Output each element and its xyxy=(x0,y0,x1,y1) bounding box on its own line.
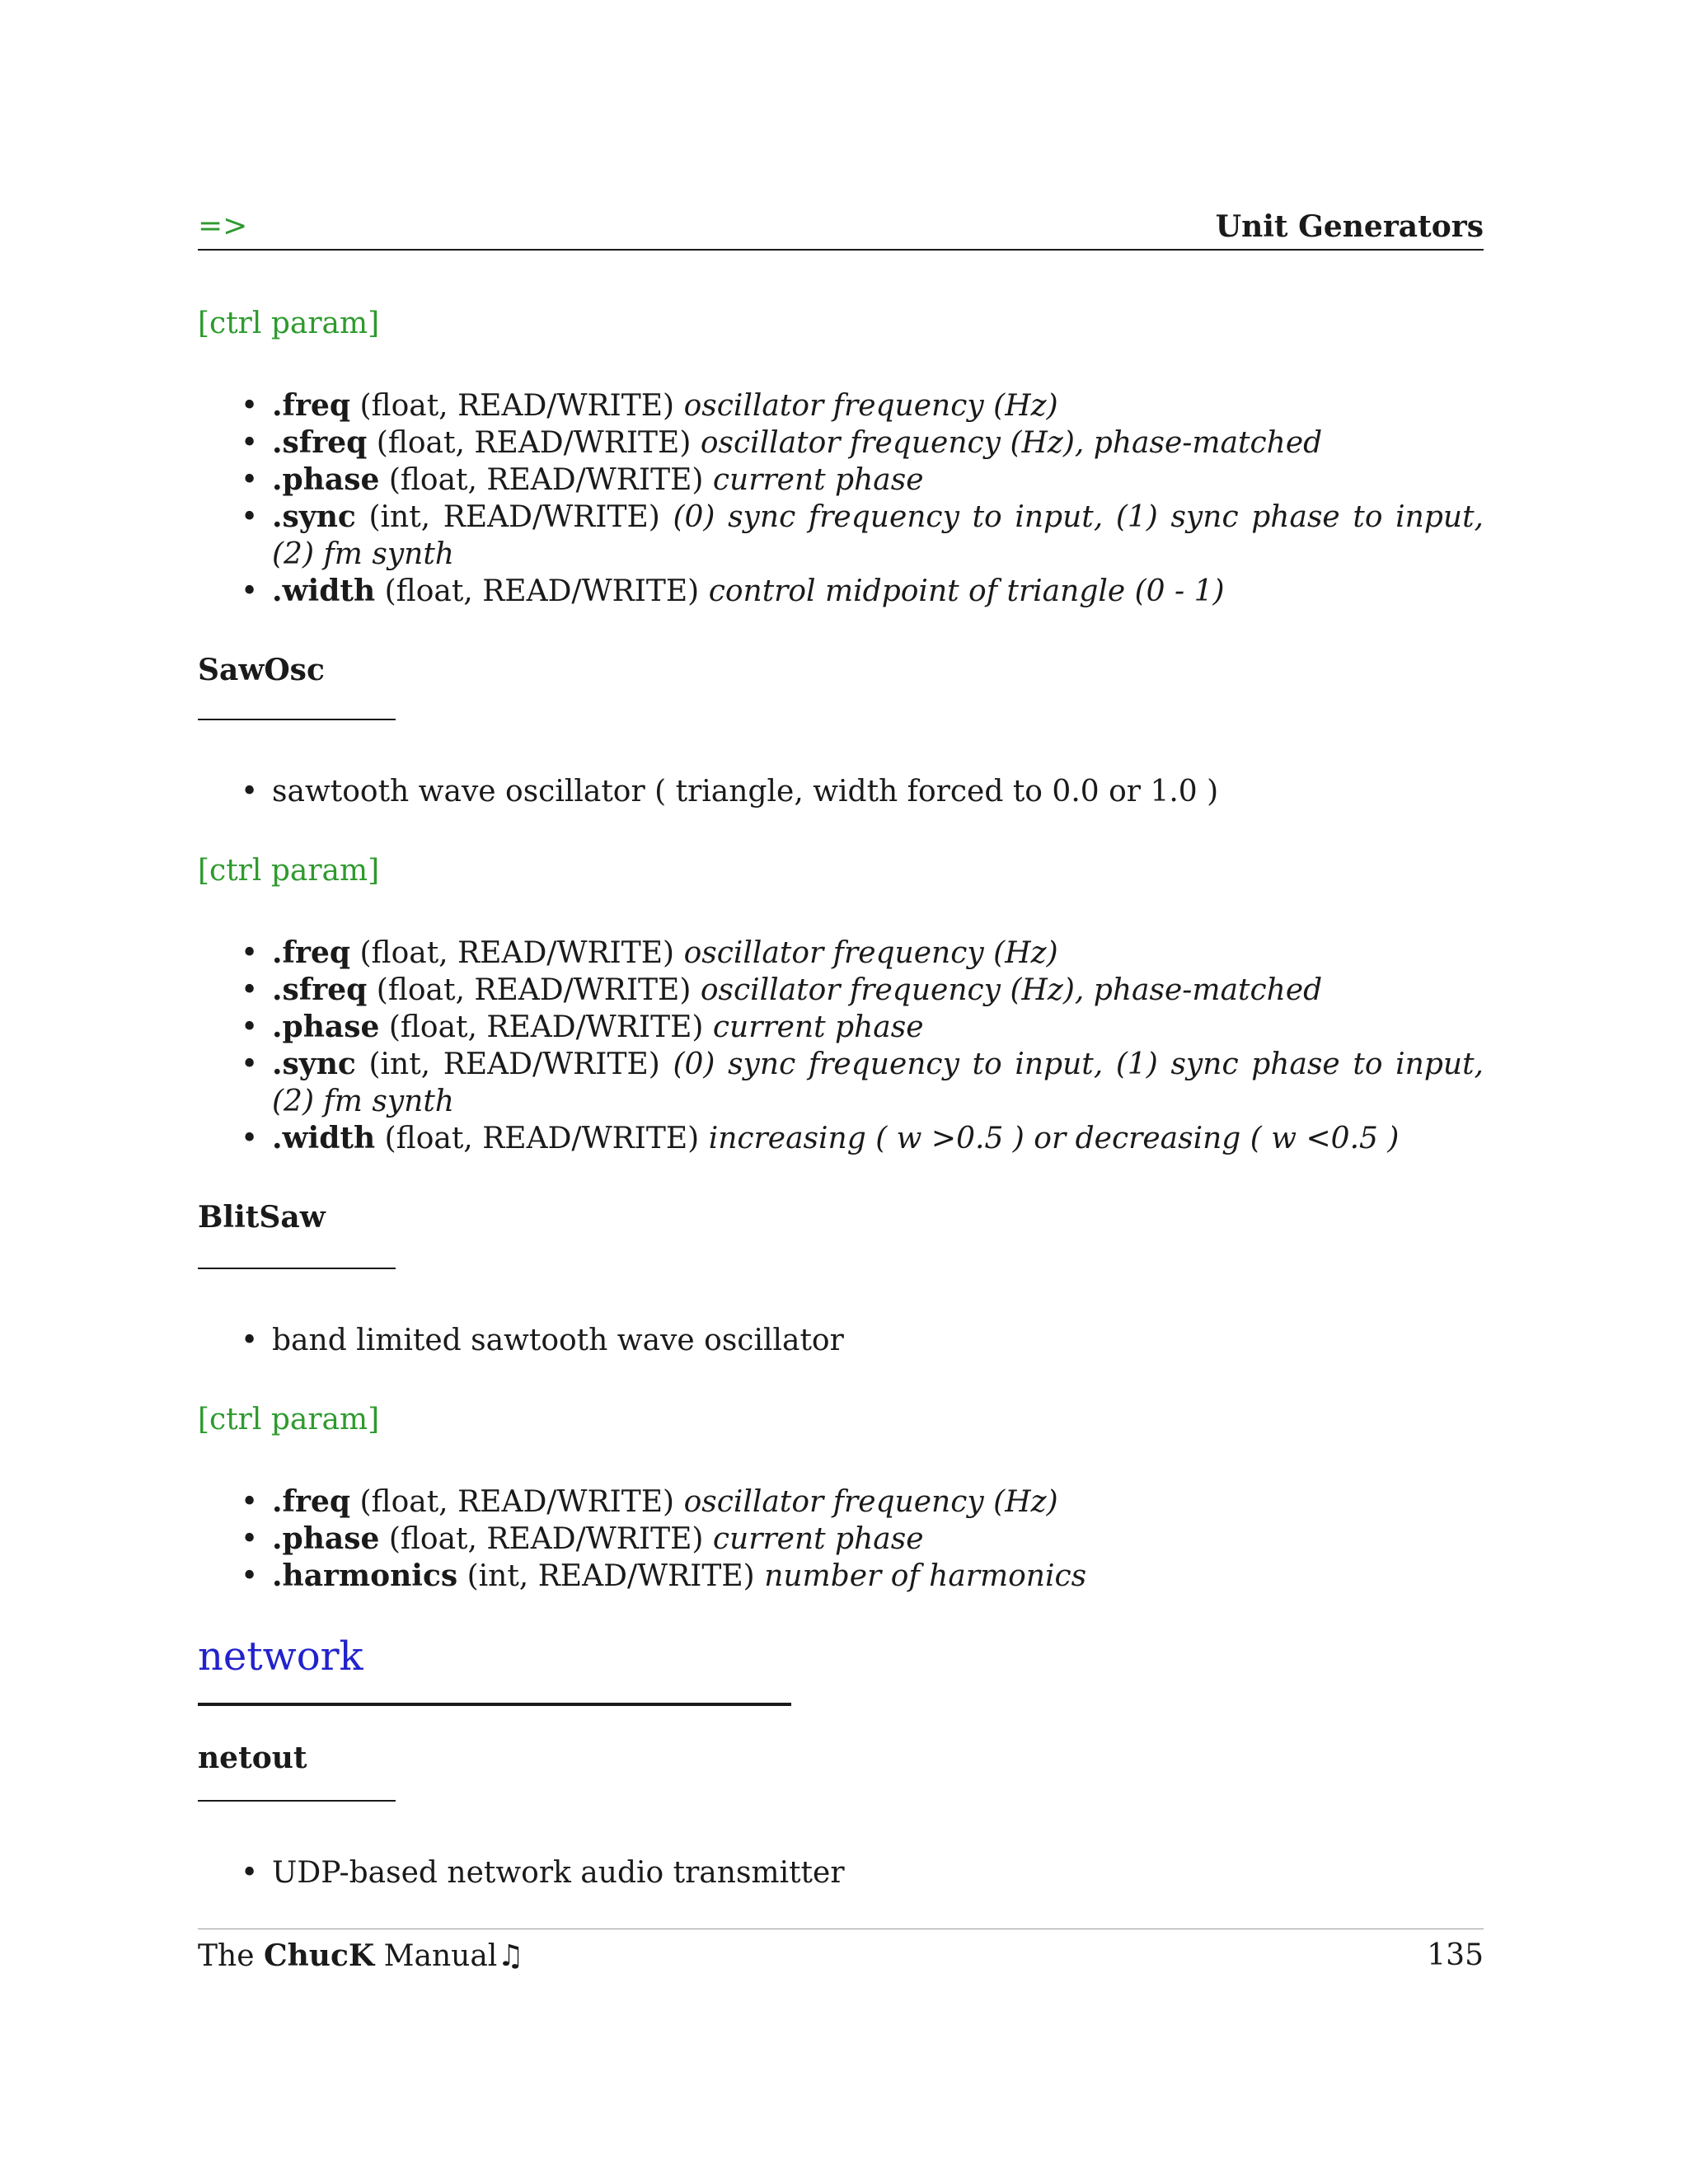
param-desc: control midpoint of triangle (0 - 1) xyxy=(708,574,1225,608)
ctrl-param-label: [ctrl param] xyxy=(198,307,380,340)
param-name: .freq xyxy=(272,1484,351,1519)
param-item xyxy=(272,972,1484,1009)
section-title-network[interactable]: network xyxy=(198,1633,363,1680)
param-name: .harmonics xyxy=(272,1558,458,1593)
param-name: .sfreq xyxy=(272,425,368,460)
param-desc: current phase xyxy=(712,1010,924,1044)
header-arrow-link[interactable]: => xyxy=(198,209,248,243)
footer-title xyxy=(198,1938,524,1973)
netout-description-list xyxy=(272,1854,1484,1891)
param-type: (float, READ/WRITE) xyxy=(388,1010,704,1044)
param-item xyxy=(272,1483,1484,1521)
param-item xyxy=(272,424,1484,462)
param-desc: oscillator frequency (Hz) xyxy=(683,936,1058,970)
param-desc: current phase xyxy=(712,463,924,497)
ugen-description-text: UDP-based network audio transmitter xyxy=(272,1856,845,1890)
triosc-param-list xyxy=(272,387,1484,610)
param-item xyxy=(272,462,1484,499)
blitsaw-param-list xyxy=(272,1483,1484,1595)
ugen-description-text: sawtooth wave oscillator ( triangle, width forced to 0.0 or 1.0 ) xyxy=(272,775,1219,808)
page-header xyxy=(198,206,1484,251)
manual-page xyxy=(198,0,1484,2184)
sawosc-description-list xyxy=(272,773,1484,810)
ugen-title-blitsaw: BlitSaw xyxy=(198,1200,326,1235)
param-type: (float, READ/WRITE) xyxy=(388,1522,704,1556)
sawosc-param-list xyxy=(272,935,1484,1157)
footer-brand: ChucK xyxy=(263,1938,375,1973)
section-divider xyxy=(198,1703,791,1706)
ctrl-param-label: [ctrl param] xyxy=(198,1403,380,1436)
param-desc: number of harmonics xyxy=(764,1559,1087,1593)
ugen-description xyxy=(272,773,1484,810)
param-item xyxy=(272,1521,1484,1558)
param-desc: oscillator frequency (Hz) xyxy=(683,389,1058,423)
param-name: .sfreq xyxy=(272,972,368,1007)
blitsaw-description-list xyxy=(272,1322,1484,1359)
param-item xyxy=(272,1009,1484,1046)
ctrl-param-label: [ctrl param] xyxy=(198,854,380,888)
param-name: .phase xyxy=(272,462,380,497)
ugen-description xyxy=(272,1854,1484,1891)
ugen-description-text: band limited sawtooth wave oscillator xyxy=(272,1324,844,1357)
param-desc: current phase xyxy=(712,1522,924,1556)
ugen-description xyxy=(272,1322,1484,1359)
ugen-divider xyxy=(198,719,396,720)
param-type: (float, READ/WRITE) xyxy=(359,1485,675,1519)
param-desc: oscillator frequency (Hz), phase-matched xyxy=(700,426,1323,460)
param-item xyxy=(272,1558,1484,1595)
param-name: .sync xyxy=(272,1047,356,1081)
param-type: (float, READ/WRITE) xyxy=(376,973,692,1007)
page-number: 135 xyxy=(1427,1938,1484,1972)
ugen-divider xyxy=(198,1268,396,1269)
param-name: .phase xyxy=(272,1010,380,1044)
param-item xyxy=(272,1120,1484,1157)
param-name: .width xyxy=(272,574,376,608)
param-name: .width xyxy=(272,1121,376,1155)
param-type: (int, READ/WRITE) xyxy=(368,500,660,534)
ugen-divider xyxy=(198,1800,396,1802)
ugen-title-netout: netout xyxy=(198,1741,307,1775)
param-type: (float, READ/WRITE) xyxy=(388,463,704,497)
param-item xyxy=(272,499,1484,573)
param-type: (int, READ/WRITE) xyxy=(368,1047,660,1081)
header-title: Unit Generators xyxy=(1215,209,1484,244)
param-desc: increasing ( w >0.5 ) or decreasing ( w <0.5 ) xyxy=(708,1122,1400,1155)
param-desc: oscillator frequency (Hz) xyxy=(683,1485,1058,1519)
param-item xyxy=(272,573,1484,610)
param-type: (float, READ/WRITE) xyxy=(384,574,700,608)
param-desc: oscillator frequency (Hz), phase-matched xyxy=(700,973,1323,1007)
footer-suffix: Manual xyxy=(383,1939,498,1973)
param-item xyxy=(272,1046,1484,1120)
param-desc: (0) sync frequency to input, (1) sync phase to input, (2) fm synth xyxy=(272,500,1484,571)
param-name: .freq xyxy=(272,935,351,970)
param-name: .sync xyxy=(272,499,356,534)
param-item xyxy=(272,387,1484,424)
param-type: (float, READ/WRITE) xyxy=(359,389,675,423)
param-name: .freq xyxy=(272,388,351,423)
footer-prefix: The xyxy=(198,1939,255,1973)
param-desc: (0) sync frequency to input, (1) sync phase to input, (2) fm synth xyxy=(272,1047,1484,1118)
param-type: (float, READ/WRITE) xyxy=(359,936,675,970)
param-type: (float, READ/WRITE) xyxy=(376,426,692,460)
param-name: .phase xyxy=(272,1521,380,1556)
param-type: (int, READ/WRITE) xyxy=(467,1559,755,1593)
music-note-icon: ♫ xyxy=(497,1939,524,1973)
ugen-title-sawosc: SawOsc xyxy=(198,653,325,687)
param-item xyxy=(272,935,1484,972)
param-type: (float, READ/WRITE) xyxy=(384,1122,700,1155)
